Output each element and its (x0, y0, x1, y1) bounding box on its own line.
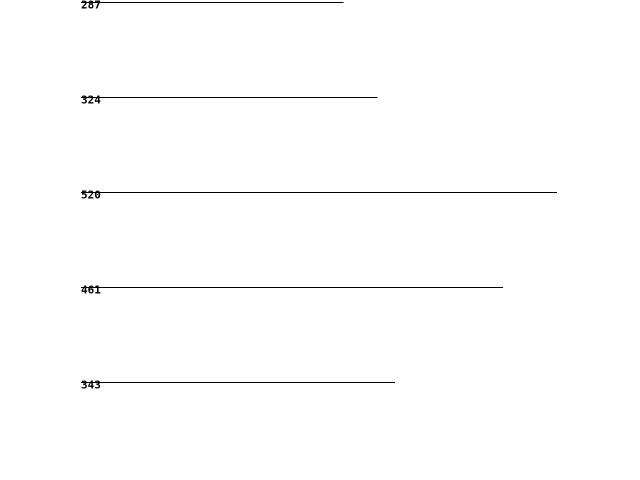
bar-label-461: 461 (81, 283, 101, 297)
bar-label-324: 324 (81, 93, 101, 107)
bar-label-343: 343 (81, 378, 101, 392)
bar-label-287: 287 (81, 0, 101, 12)
bar-label-520: 520 (81, 188, 101, 202)
